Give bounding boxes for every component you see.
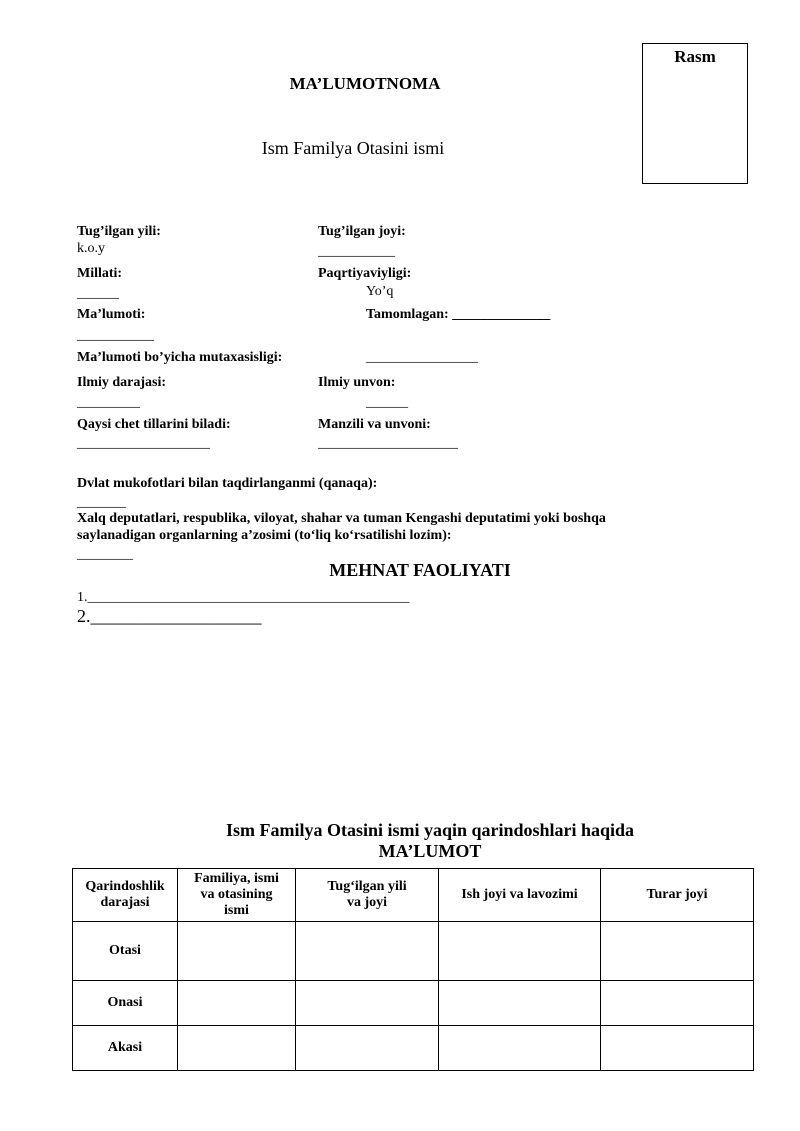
relatives-table (72, 868, 754, 1071)
education-value: ___________ (77, 328, 154, 343)
deputy-label-line2: saylanadigan organlarning a’zosimi (to‘liq ko‘rsatilishi lozim): (77, 528, 452, 543)
degree-label: Ilmiy darajasi: (77, 375, 167, 390)
residence-cell (601, 981, 754, 1026)
graduated-label: Tamomlagan: ______________ (366, 307, 551, 322)
header-birth: Tug‘ilgan yili va joyi (296, 869, 439, 922)
table-row (73, 1026, 754, 1071)
relation-cell: Onasi (73, 981, 178, 1026)
languages-value: ___________________ (77, 436, 210, 451)
birth-cell (296, 922, 439, 981)
table-header-row (73, 869, 754, 922)
work-cell (439, 922, 601, 981)
education-label: Ma’lumoti: (77, 307, 146, 322)
work-cell (439, 981, 601, 1026)
birth-year-value: k.o.y (77, 241, 105, 256)
address-label: Manzili va unvoni: (318, 417, 431, 432)
name-cell (178, 922, 296, 981)
relatives-title-line2: MA’LUMOT (378, 841, 482, 861)
work-history-title: MEHNAT FAOLIYATI (329, 560, 511, 580)
specialty-label: Ma’lumoti bo’yicha mutaxasisligi: (77, 350, 283, 365)
birth-cell (296, 981, 439, 1026)
work-history-line-2: 2.___________________ (77, 606, 262, 626)
awards-label: Dvlat mukofotlari bilan taqdirlanganmi (qanaqa): (77, 476, 378, 491)
relatives-title (0, 820, 800, 862)
table-row (73, 981, 754, 1026)
party-label: Paqrtiyaviyligi: (318, 266, 412, 281)
birth-year-label: Tug’ilgan yili: (77, 224, 161, 239)
academic-title-value: ______ (366, 395, 408, 410)
residence-cell (601, 1026, 754, 1071)
birth-place-value: ___________ (318, 244, 395, 259)
header-relation: Qarindoshlik darajasi (73, 869, 178, 922)
deputy-label-line1: Xalq deputatlari, respublika, viloyat, shahar va tuman Kengashi deputatimi yoki boshqa (77, 511, 606, 526)
document-title: MA’LUMOTNOMA (289, 74, 441, 93)
header-full-name: Familiya, ismi va otasining ismi (178, 869, 296, 922)
header-residence: Turar joyi (601, 869, 754, 922)
work-history-line-1: 1.______________________________________________ (77, 590, 410, 605)
photo-placeholder (642, 43, 748, 184)
party-value: Yo’q (366, 284, 394, 299)
photo-label: Rasm (674, 47, 716, 66)
person-name: Ism Familya Otasini ismi (261, 138, 445, 158)
academic-title-label: Ilmiy unvon: (318, 375, 396, 390)
specialty-value: ________________ (366, 350, 478, 365)
nationality-value: ______ (77, 286, 119, 301)
deputy-value: ________ (77, 547, 133, 562)
work-cell (439, 1026, 601, 1071)
awards-value: _______ (77, 495, 126, 510)
degree-value: _________ (77, 395, 140, 410)
birth-cell (296, 1026, 439, 1071)
name-cell (178, 981, 296, 1026)
relation-cell: Otasi (73, 922, 178, 981)
birth-place-label: Tug’ilgan joyi: (318, 224, 406, 239)
header-workplace: Ish joyi va lavozimi (439, 869, 601, 922)
nationality-label: Millati: (77, 266, 123, 281)
address-value: ____________________ (318, 436, 458, 451)
table-row (73, 922, 754, 981)
residence-cell (601, 922, 754, 981)
relation-cell: Akasi (73, 1026, 178, 1071)
relatives-title-line1: Ism Familya Otasini ismi yaqin qarindoshlari haqida (225, 820, 635, 840)
languages-label: Qaysi chet tillarini biladi: (77, 417, 231, 432)
name-cell (178, 1026, 296, 1071)
